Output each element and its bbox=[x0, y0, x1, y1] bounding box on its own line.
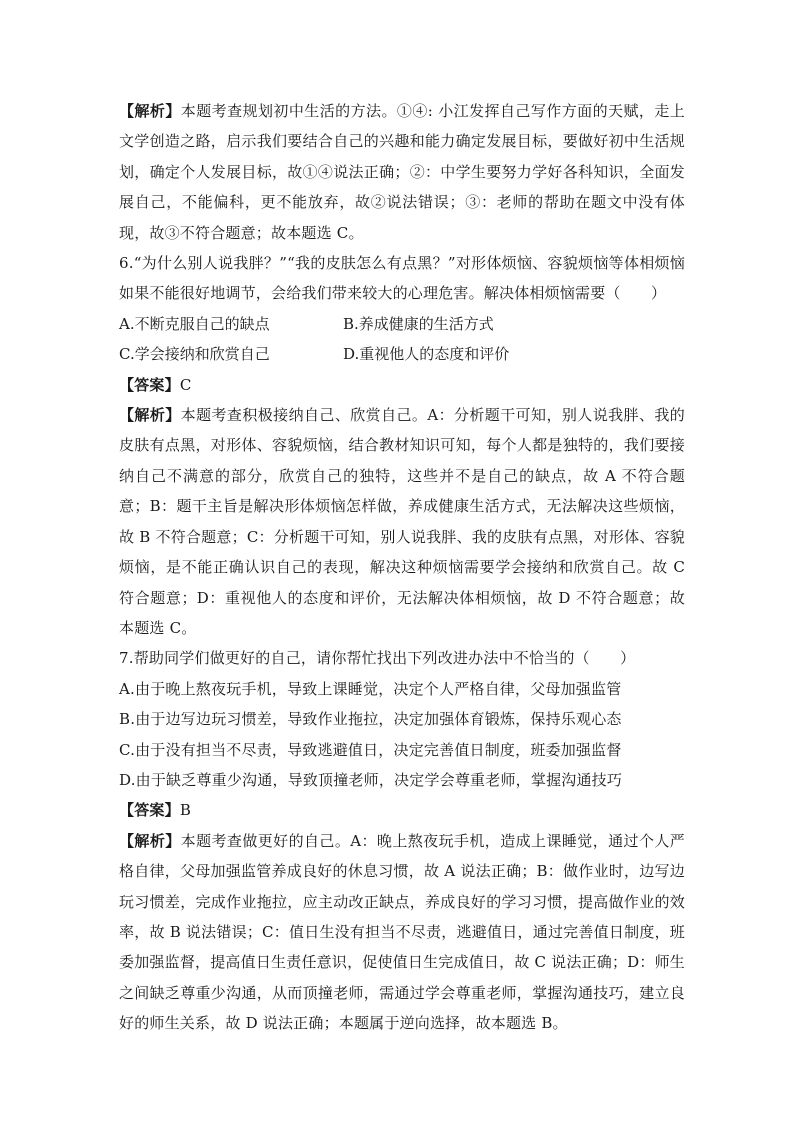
answer-label: 【答案】 bbox=[119, 801, 180, 820]
option-d: D.由于缺乏尊重少沟通，导致顶撞老师，决定学会尊重老师，掌握沟通技巧 bbox=[119, 770, 623, 789]
answer-value: C bbox=[179, 375, 192, 394]
option-d: D.重视他人的态度和评价 bbox=[343, 345, 510, 364]
question-6-analysis bbox=[119, 400, 685, 643]
option-c: C.学会接纳和欣赏自己 bbox=[119, 345, 270, 364]
document-content bbox=[119, 96, 685, 1039]
answer-value: B bbox=[179, 801, 192, 820]
analysis-text: 本题考查积极接纳自己、欣赏自己。A：分析题干可知，别人说我胖、我的皮肤有点黑，对形体、容貌烦恼，结合教材知识可知，每个人都是独特的，我们要接纳自己不满意的部分，欣赏自己的独特，这些并不是自己的缺点，故 A 不符合题意；B：题干主旨是解决形体烦恼怎样做，养成健康生活方式，无法解决这些烦恼，故 B 不符合题意；C：分析题干可知，别人说我胖、我的皮肤有点黑，对形体、容貌烦恼，是不能正确认识自己的表现，解决这种烦恼需要学会接纳和欣赏自己。故 C 符合题意；D：重视他人的态度和评价，无法解决体相烦恼，故 D 不符合题意；故本题选 C。 bbox=[119, 406, 685, 637]
answer-label: 【答案】 bbox=[119, 375, 180, 394]
question-6-answer bbox=[119, 370, 685, 400]
question-7-stem: 7.帮助同学们做更好的自己，请你帮忙找出下列改进办法中不恰当的（ ） bbox=[119, 649, 636, 668]
question-7-analysis bbox=[119, 826, 685, 1039]
analysis-text: 本题考查做更好的自己。A：晚上熬夜玩手机，造成上课睡觉，通过个人严格自律，父母加强监管养成良好的休息习惯，故 A 说法正确；B：做作业时，边写边玩习惯差，完成作业拖拉，应主动改正缺点，养成良好的学习习惯，提高做作业的效率，故 B 说法错误；C：值日生没有担当不尽责，逃避值日，通过完善值日制度，班委加强监督，提高值日生责任意识，促使值日生完成值日，故 C 说法正确；D：师生之间缺乏尊重少沟通，从而顶撞老师，需通过学会尊重老师，掌握沟通技巧，建立良好的师生关系，故 D 说法正确；本题属于逆向选择，故本题选 B。 bbox=[119, 831, 685, 1033]
question-6-options-row-2 bbox=[119, 339, 685, 369]
analysis-label: 【解析】 bbox=[119, 406, 181, 425]
question-7-answer bbox=[119, 795, 685, 825]
option-c: C.由于没有担当不尽责，导致逃避值日，决定完善值日制度，班委加强监督 bbox=[119, 740, 622, 759]
option-b: B.养成健康的生活方式 bbox=[343, 314, 494, 333]
option-b: B.由于边写边玩习惯差，导致作业拖拉，决定加强体育锻炼，保持乐观心态 bbox=[119, 710, 622, 729]
option-a: A.由于晚上熬夜玩手机，导致上课睡觉，决定个人严格自律，父母加强监管 bbox=[119, 679, 622, 698]
analysis-label: 【解析】 bbox=[119, 102, 181, 120]
analysis-paragraph-q5 bbox=[119, 96, 685, 248]
question-6-options-row-1 bbox=[119, 309, 685, 339]
question-6-stem: 6.“为什么别人说我胖？”“我的皮肤怎么有点黑？”对形体烦恼、容貌烦恼等体相烦恼如果不能很好地调节，会给我们带来较大的心理危害。解决体相烦恼需要（ ） bbox=[119, 254, 685, 303]
analysis-text: 本题考查规划初中生活的方法。①④: 小江发挥自己写作方面的天赋，走上文学创造之路，启示我们要结合自己的兴趣和能力确定发展目标，要做好初中生活规划，确定个人发展目标，故①④说法正确；②：中学生要努力学好各科知识，全面发展自己，不能偏科，更不能放弃，故②说法错误；③：老师的帮助在题文中没有体现，故③不符合题意；故本题选 C。 bbox=[119, 102, 685, 242]
option-a: A.不断克服自己的缺点 bbox=[119, 314, 270, 333]
analysis-label: 【解析】 bbox=[119, 831, 181, 850]
